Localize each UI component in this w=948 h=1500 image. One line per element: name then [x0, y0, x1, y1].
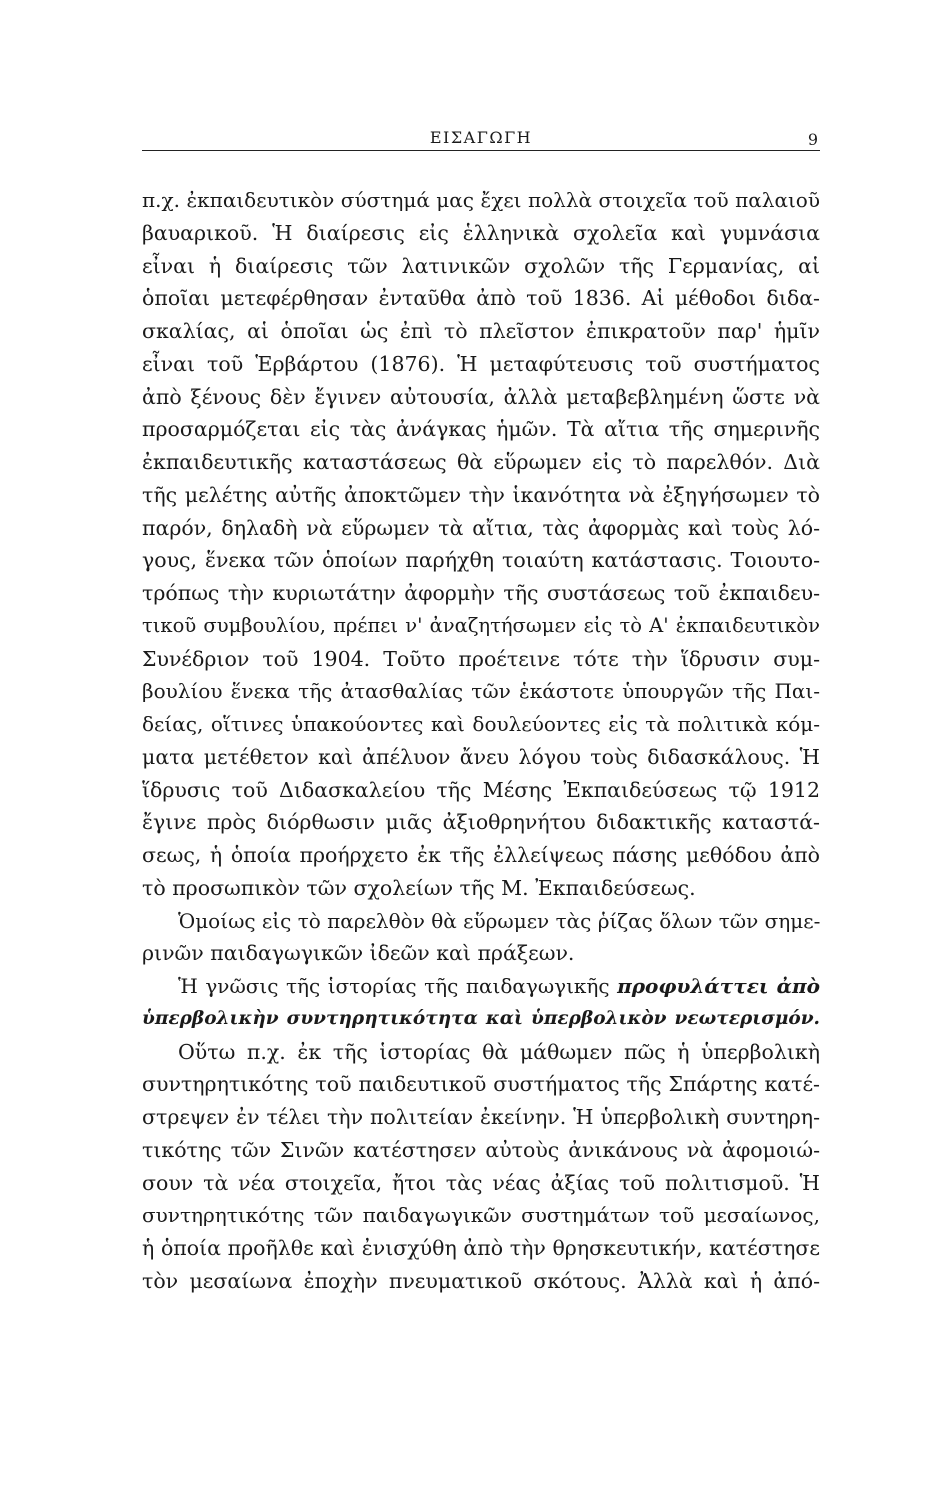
text-line: τῆς μελέτης αὐτῆς ἀποκτῶμεν τὴν ἱκανότητα νὰ ἐξηγήσωμεν τὸ — [142, 482, 820, 507]
text-line: προσαρμόζεται εἰς τὰς ἀνάγκας ἡμῶν. Τὰ αἴτια τῆς σημερινῆς — [142, 417, 820, 442]
text-line: βαυαρικοῦ. Ἡ διαίρεσις εἰς ἑλληνικὰ σχολεῖα καὶ γυμνάσια — [142, 220, 820, 245]
text-line: εἶναι ἡ διαίρεσις τῶν λατινικῶν σχολῶν τῆς Γερμανίας, αἱ — [142, 253, 820, 278]
text-line-emphasis — [142, 970, 820, 1003]
text-line: τρόπως τὴν κυριωτάτην ἀφορμὴν τῆς συστάσεως τοῦ ἐκπαιδευ- — [142, 581, 820, 605]
text-line: ὁποῖαι μετεφέρθησαν ἐνταῦθα ἀπὸ τοῦ 1836. Αἱ μέθοδοι διδα- — [142, 286, 820, 311]
text-line: τικότης τῶν Σινῶν κατέστησεν αὐτοὺς ἀνικάνους νὰ ἀφομοιώ- — [142, 1137, 820, 1162]
text-line: π.χ. ἐκπαιδευτικὸν σύστημά μας ἔχει πολλὰ στοιχεῖα τοῦ παλαιοῦ — [142, 188, 820, 212]
page-number: 9 — [807, 130, 818, 149]
text-line: δείας, οἵτινες ὑπακούοντες καὶ δουλεύοντες εἰς τὰ πολιτικὰ κόμ- — [142, 712, 820, 736]
text-line: Ὁμοίως εἰς τὸ παρελθὸν θὰ εὕρωμεν τὰς ῥίζας ὅλων τῶν σημε- — [178, 908, 821, 933]
text-line: γους, ἕνεκα τῶν ὁποίων παρήχθη τοιαύτη κατάστασις. Τοιουτο- — [142, 548, 820, 573]
text-line: ἡ ὁποία προῆλθε καὶ ἐνισχύθη ἀπὸ τὴν θρησκευτικήν, κατέστησε — [142, 1236, 820, 1260]
text-line: ἐκπαιδευτικῆς καταστάσεως θὰ εὕρωμεν εἰς τὸ παρελθόν. Διὰ — [142, 450, 820, 474]
bold-italic-line: ὑπερβολικὴν συντηρητικότητα καὶ ὑπερβολικὸν νεωτερισμόν. — [142, 1007, 820, 1029]
running-header — [142, 128, 820, 151]
text-line: σεως, ἡ ὁποία προήρχετο ἐκ τῆς ἐλλείψεως πάσης μεθόδου ἀπὸ — [142, 843, 820, 867]
text-line: τὸν μεσαίωνα ἐποχὴν πνευματικοῦ σκότους. Ἀλλὰ καὶ ἡ ἀπό- — [142, 1268, 820, 1293]
text-line: συντηρητικότης τῶν παιδαγωγικῶν συστημάτων τοῦ μεσαίωνος, — [142, 1203, 820, 1228]
text-line: τικοῦ συμβουλίου, πρέπει ν' ἀναζητήσωμεν εἰς τὸ Α' ἐκπαιδευτικὸν — [142, 613, 820, 637]
plain-text: Ἡ γνῶσις τῆς ἱστορίας τῆς παιδαγωγικῆς — [178, 974, 618, 998]
text-line: Οὕτω π.χ. ἐκ τῆς ἱστορίας θὰ μάθωμεν πῶς ἡ ὑπερβολικὴ — [178, 1039, 820, 1064]
text-line: σουν τὰ νέα στοιχεῖα, ἤτοι τὰς νέας ἀξίας τοῦ πολιτισμοῦ. Ἡ — [142, 1170, 820, 1195]
text-line: τὸ προσωπικὸν τῶν σχολείων τῆς Μ. Ἐκπαιδεύσεως. — [142, 875, 696, 900]
bold-italic-text: προφυλάττει ἀπὸ — [617, 974, 820, 998]
chapter-title: ΕΙΣΑΓΩΓΗ — [429, 128, 533, 147]
text-line: βουλίου ἕνεκα τῆς ἀτασθαλίας τῶν ἑκάστοτε ὑπουργῶν τῆς Παι- — [142, 679, 820, 704]
text-line: παρόν, δηλαδὴ νὰ εὕρωμεν τὰ αἴτια, τὰς ἀφορμὰς καὶ τοὺς λό- — [142, 515, 820, 540]
body-text — [142, 184, 820, 1298]
text-line: εἶναι τοῦ Ἑρβάρτου (1876). Ἡ μεταφύτευσις τοῦ συστήματος — [142, 351, 820, 376]
text-line: ἵδρυσις τοῦ Διδασκαλείου τῆς Μέσης Ἐκπαιδεύσεως τῷ 1912 — [142, 777, 820, 802]
text-line: ἀπὸ ξένους δὲν ἔγινεν αὐτουσία, ἀλλὰ μεταβεβλημένη ὥστε νὰ — [142, 384, 820, 409]
text-line: ρινῶν παιδαγωγικῶν ἰδεῶν καὶ πράξεων. — [142, 941, 575, 966]
text-line: ἔγινε πρὸς διόρθωσιν μιᾶς ἀξιοθρηνήτου διδακτικῆς καταστά- — [142, 810, 820, 835]
text-line: στρεψεν ἐν τέλει τὴν πολιτείαν ἐκείνην. Ἡ ὑπερβολικὴ συντηρη- — [142, 1105, 820, 1129]
text-line: σκαλίας, αἱ ὁποῖαι ὡς ἐπὶ τὸ πλεῖστον ἐπικρατοῦν παρ' ἡμῖν — [142, 319, 820, 343]
text-line: συντηρητικότης τοῦ παιδευτικοῦ συστήματος τῆς Σπάρτης κατέ- — [142, 1072, 820, 1097]
text-line: ματα μετέθετον καὶ ἀπέλυον ἄνευ λόγου τοὺς διδασκάλους. Ἡ — [142, 744, 820, 769]
text-line: Συνέδριον τοῦ 1904. Τοῦτο προέτεινε τότε τὴν ἵδρυσιν συμ- — [142, 646, 820, 671]
